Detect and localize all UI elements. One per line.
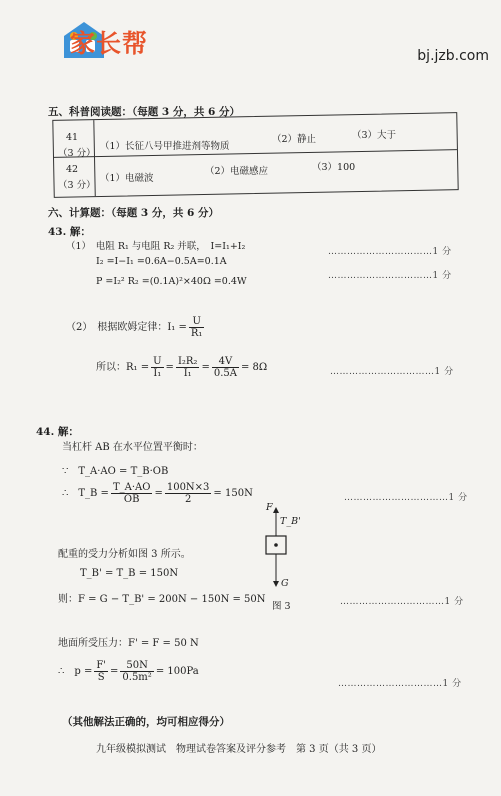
fig-label-g: G: [281, 578, 289, 589]
alternate-method-note: （其他解法正确的，均可相应得分）: [62, 716, 230, 728]
frac-numerator: U: [153, 356, 162, 367]
q43-result-formula: 所以：R₁ = $\frac{U}{\text{I₁}}$ = $\frac{\text{I₂R₂}}{\text{I₁}}$ = $\frac{4V}{0.5A}$ = 8Ω: [96, 356, 268, 379]
fig-caption: 图 3: [272, 601, 291, 612]
q44-line8: ∴ p = $\frac{F'}{S}$ = $\frac{50N}{\text{0.5m²}}$ = 100Pa: [58, 660, 199, 683]
q43-part1-line1: （1） 电阻 R₁ 与电阻 R₂ 并联， I=I₁+I₂: [66, 241, 246, 252]
q43-part1-line2: I₂ =I−I₁ =0.6A−0.5A=0.1A: [96, 256, 227, 267]
q43-result-suffix: = 8Ω: [240, 362, 268, 373]
fraction-u-over-i1: [151, 356, 163, 379]
q44-line8-prefix: ∴ p =: [58, 666, 93, 677]
fraction-u-over-r1: [189, 316, 205, 339]
site-url: bj.jzb.com: [417, 48, 489, 64]
page-footer: 九年级模拟测试 物理试卷答案及评分参考 第 3 页（共 3 页）: [96, 744, 382, 755]
q41-score: （3 分）: [58, 148, 96, 159]
q44-line2: ∵ T_A·AO = T_B·OB: [62, 466, 169, 477]
q42-answer-3: （3）100: [312, 162, 356, 173]
section5-title: 五、科普阅读题：（每题 3 分，共 6 分）: [48, 106, 240, 118]
q44-line4: 配重的受力分析如图 3 所示。: [58, 549, 191, 560]
fraction-50n-over-area: [120, 660, 153, 683]
q44-line3-prefix: ∴ T_B =: [62, 488, 109, 499]
q44-line6: 则：F = G − T_B' = 200N − 150N = 50N: [58, 594, 266, 605]
q42-answer-1: （1）电磁波: [100, 173, 154, 184]
frac-numerator: 100N×3: [166, 482, 210, 493]
q44-score-1: ……………………………1 分: [344, 493, 468, 503]
q44-line3-suffix: = 150N: [213, 488, 253, 499]
q43-part1-line3: P =I₂² R₂ =(0.1A)²×40Ω =0.4W: [96, 276, 247, 287]
q41-answer-3: （3）大于: [352, 130, 397, 141]
q44-line3: ∴ T_B = $\frac{T\_A\cdot AO}{OB}$ = $\frac{100N\times 3}{2}$ = 150N: [62, 482, 253, 505]
q44-line1: 当杠杆 AB 在水平位置平衡时：: [62, 442, 203, 453]
q43-score-1: ……………………………1 分: [328, 247, 452, 257]
section6-title: 六、计算题：（每题 3 分，共 6 分）: [48, 207, 219, 219]
logo-text: 家长帮: [70, 29, 149, 58]
q44-line8-suffix: = 100Pa: [155, 666, 199, 677]
q44-line5: T_B' = T_B = 150N: [80, 568, 179, 579]
frac-denominator: 2: [184, 494, 192, 505]
fraction-100n3-over-2: [165, 482, 212, 505]
q42-score: （3 分）: [58, 180, 96, 191]
frac-denominator: S: [97, 672, 105, 683]
q42-number: 42: [66, 164, 79, 175]
frac-denominator: OB: [123, 494, 140, 505]
q43-part2-prefix: （2） 根据欧姆定律：I₁ =: [66, 322, 187, 333]
frac-numerator: 50N: [120, 660, 153, 672]
fraction-f-over-s: [94, 660, 108, 683]
q43-label: 43. 解：: [48, 226, 91, 238]
fraction-4v-over-05a: [212, 356, 239, 379]
q44-label: 44. 解：: [36, 426, 79, 438]
center-dot: [274, 543, 278, 547]
q44-line7: 地面所受压力：F' = F = 50 N: [58, 638, 199, 649]
q41-answer-2: （2）静止: [272, 134, 317, 145]
frac-numerator: I₂R₂: [177, 356, 198, 367]
frac-numerator: U: [189, 316, 205, 328]
frac-denominator: 0.5A: [213, 368, 237, 379]
q42-answer-2: （2）电磁感应: [205, 166, 269, 177]
frac-denominator: 0.5m²: [122, 672, 152, 683]
q43-score-3: ……………………………1 分: [330, 367, 454, 377]
frac-numerator: 4V: [212, 356, 239, 368]
fraction-i2r2-over-i1: [176, 356, 200, 379]
q44-score-2: ……………………………1 分: [340, 597, 464, 607]
frac-numerator: T_A·AO: [112, 482, 151, 493]
frac-denominator: I₁: [153, 368, 162, 379]
q41-number: 41: [66, 132, 79, 143]
q43-part2-formula: [66, 316, 206, 339]
q44-score-3: ……………………………1 分: [338, 679, 462, 689]
frac-denominator: I₁: [183, 368, 192, 379]
fig-label-f: F: [266, 502, 273, 513]
q43-result-prefix: 所以：R₁ =: [96, 362, 150, 373]
q43-score-2: ……………………………1 分: [328, 271, 452, 281]
answer-table: [52, 112, 458, 198]
fig-label-tb: T_B': [280, 516, 301, 527]
fraction-ta-ao-over-ob: [111, 482, 153, 505]
frac-numerator: F': [96, 660, 107, 671]
q41-answer-1: （1）长征八号甲推进剂等物质: [100, 141, 230, 152]
frac-denominator: R₁: [190, 328, 203, 339]
